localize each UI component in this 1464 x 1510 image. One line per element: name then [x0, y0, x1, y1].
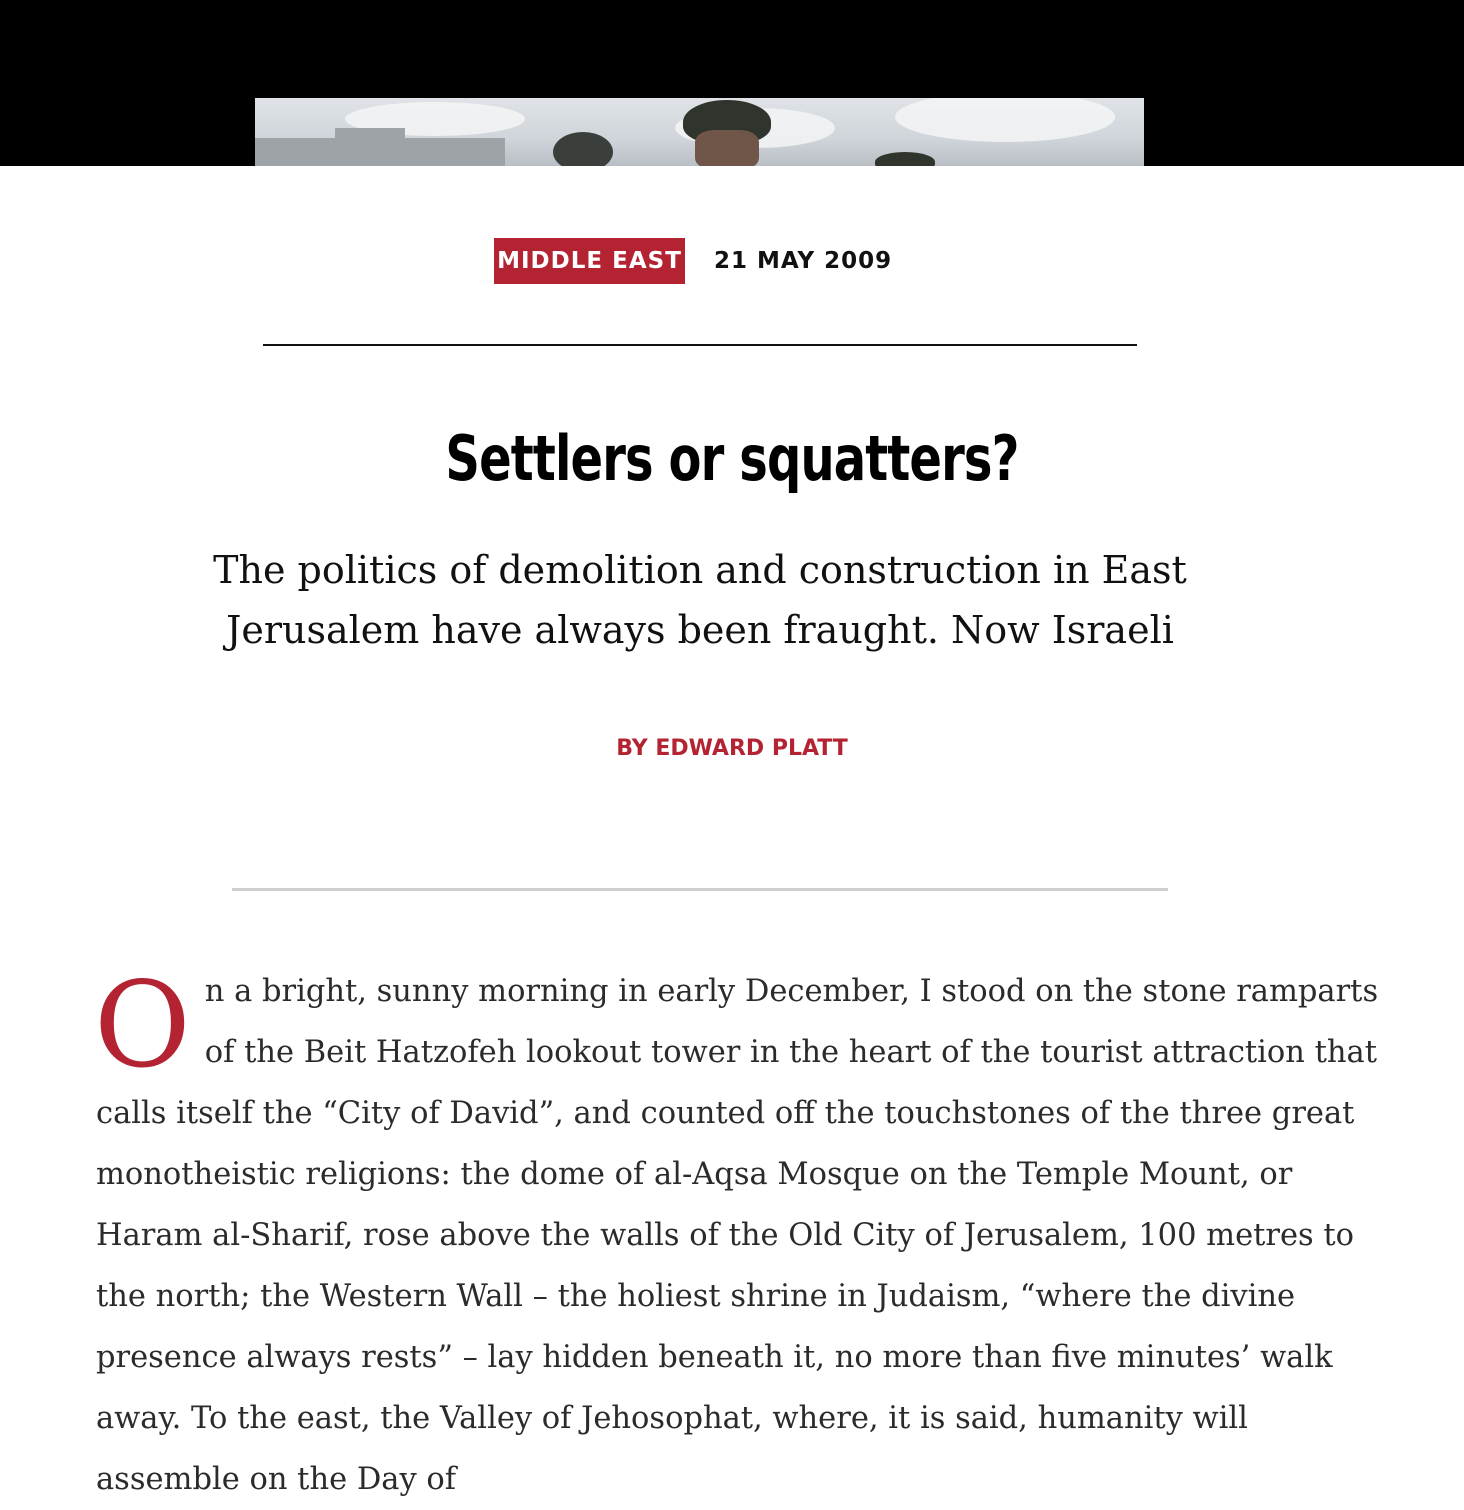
drop-cap: O [94, 956, 191, 1094]
paragraph-text: n a bright, sunny morning in early December, I stood on the stone ramparts of the Beit Hatzofeh lookout tower in the heart of the tourist attraction that calls itself the “City of David”, and counted off the touchstones of the three great monotheistic religions: the dome of al-Aqsa Mosque on the Temple Mount, or Haram al-Sharif, rose above the walls of the Old City of Jerusalem, 100 metres to the north; the Western Wall – the holiest shrine in Judaism, “where the divine presence always rests” – lay hidden beneath it, no more than five minutes’ walk away. To the east, the Valley of Jehosophat, where, it is said, humanity will assemble on the Day of [96, 974, 1379, 1497]
article-standfirst: The politics of demolition and construction in East Jerusalem have always been fraught. Now Israeli [213, 548, 1187, 652]
category-tag-middle-east[interactable]: MIDDLE EAST [494, 238, 685, 284]
publication-date: 21 MAY 2009 [714, 248, 893, 274]
hero-image [255, 98, 1144, 166]
article-meta [0, 238, 1464, 284]
article-body-paragraph [94, 956, 1386, 1510]
byline [0, 736, 1464, 761]
author-link[interactable]: BY EDWARD PLATT [616, 736, 848, 761]
section-divider [232, 888, 1168, 891]
article-headline: Settlers or squatters? [445, 422, 1019, 495]
divider-rule [263, 344, 1137, 346]
